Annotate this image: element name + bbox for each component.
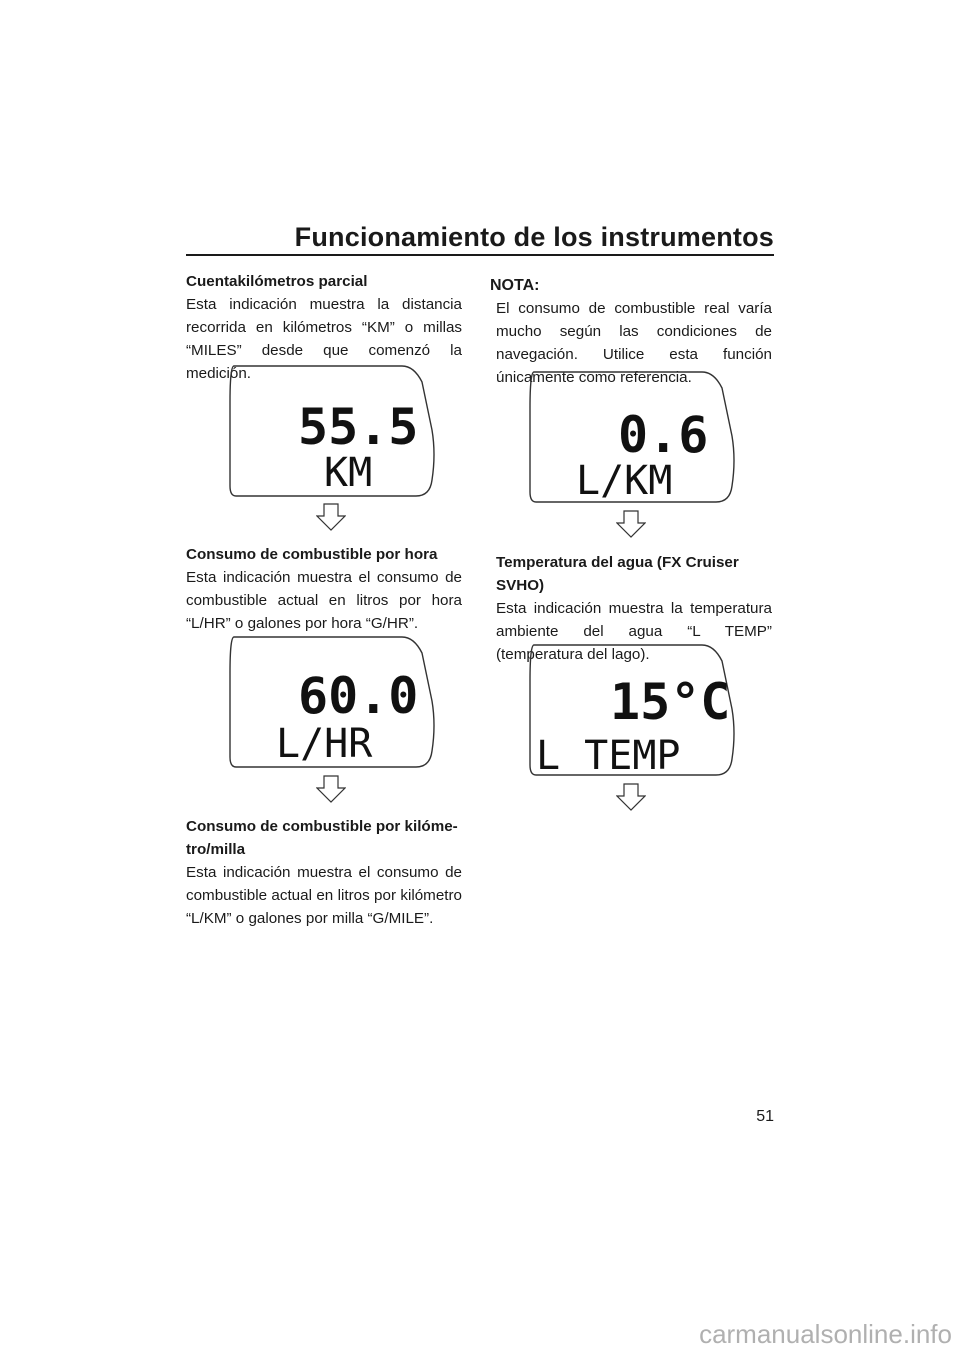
section-fuel-hour (186, 543, 462, 635)
section-title-fuel-km-1: Consumo de combustible por kilóme- (186, 818, 458, 835)
lcd-unit: KM (324, 450, 373, 496)
page-number: 51 (756, 1108, 774, 1125)
lcd-display-trip (226, 362, 440, 500)
lcd-display-fuel-hour (226, 633, 440, 771)
header-rule (186, 254, 774, 256)
lcd-value: 15°C (610, 673, 731, 731)
section-text-fuel-hour: Esta indicación muestra el consumo de combustible actual en litros por hora “L/HR” o galones por hora “G/HR”. (186, 569, 462, 632)
lcd-unit: L/KM (576, 458, 673, 504)
section-title-water-temp: Temperatura del agua (FX Cruiser SVHO) (496, 554, 739, 594)
arrow-down-icon (616, 510, 646, 543)
page-title: Funcionamiento de los instrumentos (294, 222, 774, 252)
nota-text: El consumo de combustible real varía mucho según las condiciones de navegación. Utilice esta función únicamente como referencia. (496, 300, 772, 386)
section-title-fuel-km-2: tro/milla (186, 841, 246, 858)
lcd-value: 60.0 (298, 667, 419, 725)
nota-title: NOTA: (490, 277, 540, 294)
section-text-fuel-km: Esta indicación muestra el consumo de combustible actual en litros por kilómetro “L/KM” o galones por milla “G/MILE”. (186, 864, 462, 927)
section-fuel-km (186, 815, 462, 930)
watermark: carmanualsonline.info (699, 1319, 952, 1349)
section-text-water-temp: Esta indicación muestra la temperatura ambiente del agua “L TEMP” (temperatura del lago). (496, 600, 772, 663)
arrow-down-icon (616, 783, 646, 816)
lcd-unit: L TEMP (536, 733, 681, 779)
lcd-display-water-temp (526, 641, 740, 779)
lcd-value: 55.5 (298, 398, 419, 456)
section-text-trip: Esta indicación muestra la distancia recorrida en kilómetros “KM” o millas “MILES” desde que comenzó la medición. (186, 296, 462, 382)
lcd-display-fuel-km (526, 368, 740, 506)
section-title-trip: Cuentakilómetros parcial (186, 273, 368, 290)
arrow-down-icon (316, 503, 346, 536)
lcd-unit: L/HR (276, 721, 373, 767)
lcd-value: 0.6 (618, 406, 709, 464)
section-title-fuel-hour: Consumo de combustible por hora (186, 546, 438, 563)
arrow-down-icon (316, 775, 346, 808)
